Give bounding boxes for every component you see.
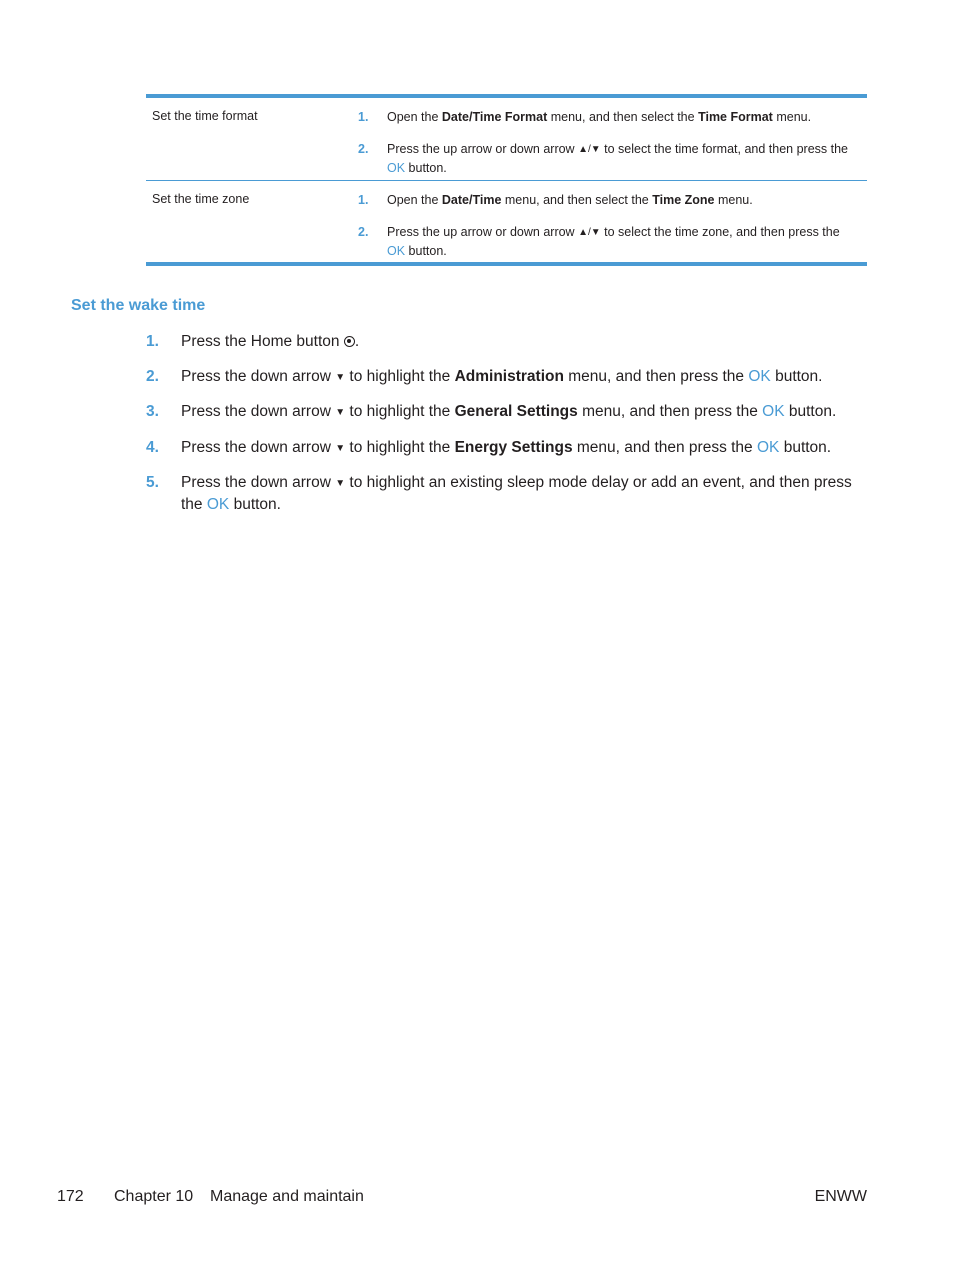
list-item: 4. Press the down arrow ▼ to highlight the Energy Settings menu, and then press the OK button. — [146, 439, 832, 456]
table-step: 2. Press the up arrow or down arrow ▲/▼ to select the time zone, and then press the OK button. — [358, 225, 840, 258]
section-heading: Set the wake time — [71, 297, 206, 314]
ok-label: OK — [206, 496, 230, 513]
row-label: Set the time zone — [152, 192, 250, 206]
up-down-arrow-icon: ▲/▼ — [578, 227, 601, 238]
row-label: Set the time format — [152, 109, 258, 123]
ok-label: OK — [762, 403, 785, 420]
down-arrow-icon: ▼ — [335, 443, 346, 454]
ok-label: OK — [387, 161, 406, 175]
ok-label: OK — [387, 244, 406, 258]
table-step: 1. Open the Date/Time menu, and then select the Time Zone menu. — [358, 193, 753, 207]
up-down-arrow-icon: ▲/▼ — [578, 144, 601, 155]
table-step: 1. Open the Date/Time Format menu, and then select the Time Format menu. — [358, 110, 812, 124]
table-step: 2. Press the up arrow or down arrow ▲/▼ to select the time format, and then press the OK button. — [358, 142, 848, 175]
list-item: 2. Press the down arrow ▼ to highlight the Administration menu, and then press the OK button. — [146, 368, 823, 385]
locale-code: ENWW — [814, 1188, 867, 1205]
list-item: 1. Press the Home button . — [146, 333, 360, 350]
page-number: 172 — [57, 1188, 84, 1205]
table-row — [146, 98, 867, 180]
list-item: 5. Press the down arrow ▼ to highlight an existing sleep mode delay or add an event, and then press the OK button. — [146, 474, 852, 513]
down-arrow-icon: ▼ — [335, 372, 346, 383]
procedure-table — [146, 94, 867, 266]
down-arrow-icon: ▼ — [335, 478, 346, 489]
home-icon — [344, 336, 355, 347]
chapter-title: Manage and maintain — [210, 1188, 364, 1205]
list-item: 3. Press the down arrow ▼ to highlight the General Settings menu, and then press the OK button. — [146, 403, 837, 420]
table-row — [146, 180, 867, 262]
ok-label: OK — [756, 439, 780, 456]
down-arrow-icon: ▼ — [335, 407, 346, 418]
chapter-label: Chapter 10 — [114, 1188, 194, 1205]
ok-label: OK — [748, 368, 771, 385]
